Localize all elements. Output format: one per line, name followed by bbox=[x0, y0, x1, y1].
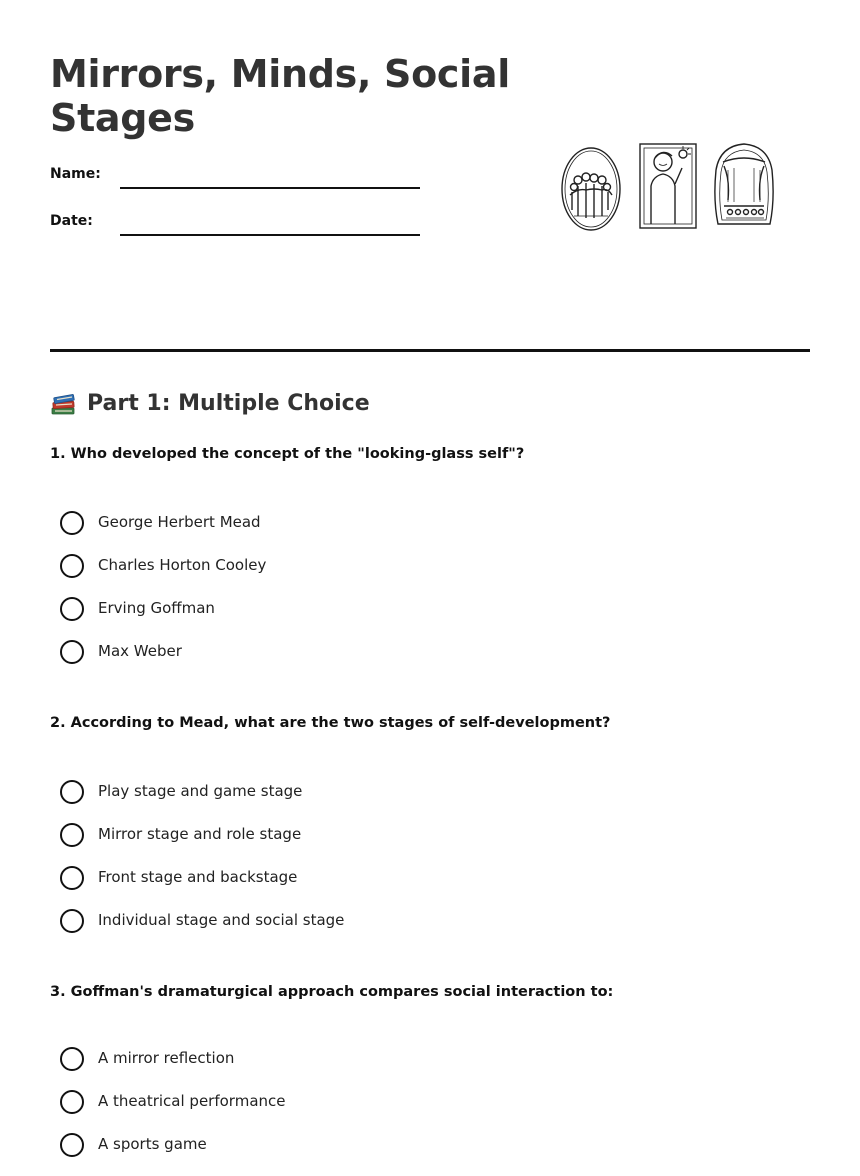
answer-option[interactable] bbox=[50, 511, 810, 554]
part1-heading bbox=[50, 388, 370, 420]
option-label: A mirror reflection bbox=[98, 1049, 235, 1067]
radio-button[interactable] bbox=[60, 554, 84, 578]
answer-options bbox=[50, 1047, 810, 1176]
worksheet-page bbox=[50, 0, 810, 1153]
answer-options bbox=[50, 511, 810, 683]
answer-options bbox=[50, 780, 810, 952]
mirror-person-icon bbox=[640, 144, 696, 228]
answer-option[interactable] bbox=[50, 597, 810, 640]
radio-button[interactable] bbox=[60, 909, 84, 933]
radio-button[interactable] bbox=[60, 1090, 84, 1114]
option-label: A theatrical performance bbox=[98, 1092, 286, 1110]
radio-button[interactable] bbox=[60, 780, 84, 804]
option-label: Max Weber bbox=[98, 642, 182, 660]
question-3 bbox=[50, 982, 810, 1176]
books-icon bbox=[50, 391, 77, 417]
radio-button[interactable] bbox=[60, 1133, 84, 1157]
question-text: 1. Who developed the concept of the "looking-glass self"? bbox=[50, 446, 525, 462]
question-2 bbox=[50, 713, 810, 952]
radio-button[interactable] bbox=[60, 1047, 84, 1071]
radio-button[interactable] bbox=[60, 511, 84, 535]
option-label: Individual stage and social stage bbox=[98, 911, 345, 929]
option-label: Play stage and game stage bbox=[98, 782, 303, 800]
name-blank-line[interactable] bbox=[120, 187, 420, 189]
header-divider bbox=[50, 349, 810, 352]
option-label: A sports game bbox=[98, 1135, 207, 1153]
worksheet-header bbox=[50, 0, 810, 352]
radio-button[interactable] bbox=[60, 823, 84, 847]
date-blank-line[interactable] bbox=[120, 234, 420, 236]
answer-option[interactable] bbox=[50, 640, 810, 683]
answer-option[interactable] bbox=[50, 823, 810, 866]
answer-option[interactable] bbox=[50, 1047, 810, 1090]
name-label: Name: bbox=[50, 166, 101, 182]
part1-title: Part 1: Multiple Choice bbox=[87, 391, 370, 416]
mirror-stage-icon bbox=[715, 144, 773, 224]
date-label: Date: bbox=[50, 213, 93, 229]
answer-option[interactable] bbox=[50, 1090, 810, 1133]
option-label: Mirror stage and role stage bbox=[98, 825, 302, 843]
mirrors-illustration bbox=[558, 140, 778, 236]
option-label: George Herbert Mead bbox=[98, 513, 261, 531]
mirror-group-icon bbox=[562, 148, 620, 230]
answer-option[interactable] bbox=[50, 909, 810, 952]
answer-option[interactable] bbox=[50, 780, 810, 823]
date-field[interactable] bbox=[50, 211, 420, 235]
answer-option[interactable] bbox=[50, 554, 810, 597]
radio-button[interactable] bbox=[60, 640, 84, 664]
radio-button[interactable] bbox=[60, 597, 84, 621]
question-1 bbox=[50, 444, 810, 683]
radio-button[interactable] bbox=[60, 866, 84, 890]
page-title: Mirrors, Minds, Social Stages bbox=[50, 52, 510, 140]
option-label: Charles Horton Cooley bbox=[98, 556, 267, 574]
answer-option[interactable] bbox=[50, 866, 810, 909]
answer-option[interactable] bbox=[50, 1133, 810, 1176]
name-field[interactable] bbox=[50, 164, 420, 188]
option-label: Front stage and backstage bbox=[98, 868, 298, 886]
question-text: 2. According to Mead, what are the two stages of self-development? bbox=[50, 715, 611, 731]
option-label: Erving Goffman bbox=[98, 599, 215, 617]
question-text: 3. Goffman's dramaturgical approach compares social interaction to: bbox=[50, 984, 614, 1000]
